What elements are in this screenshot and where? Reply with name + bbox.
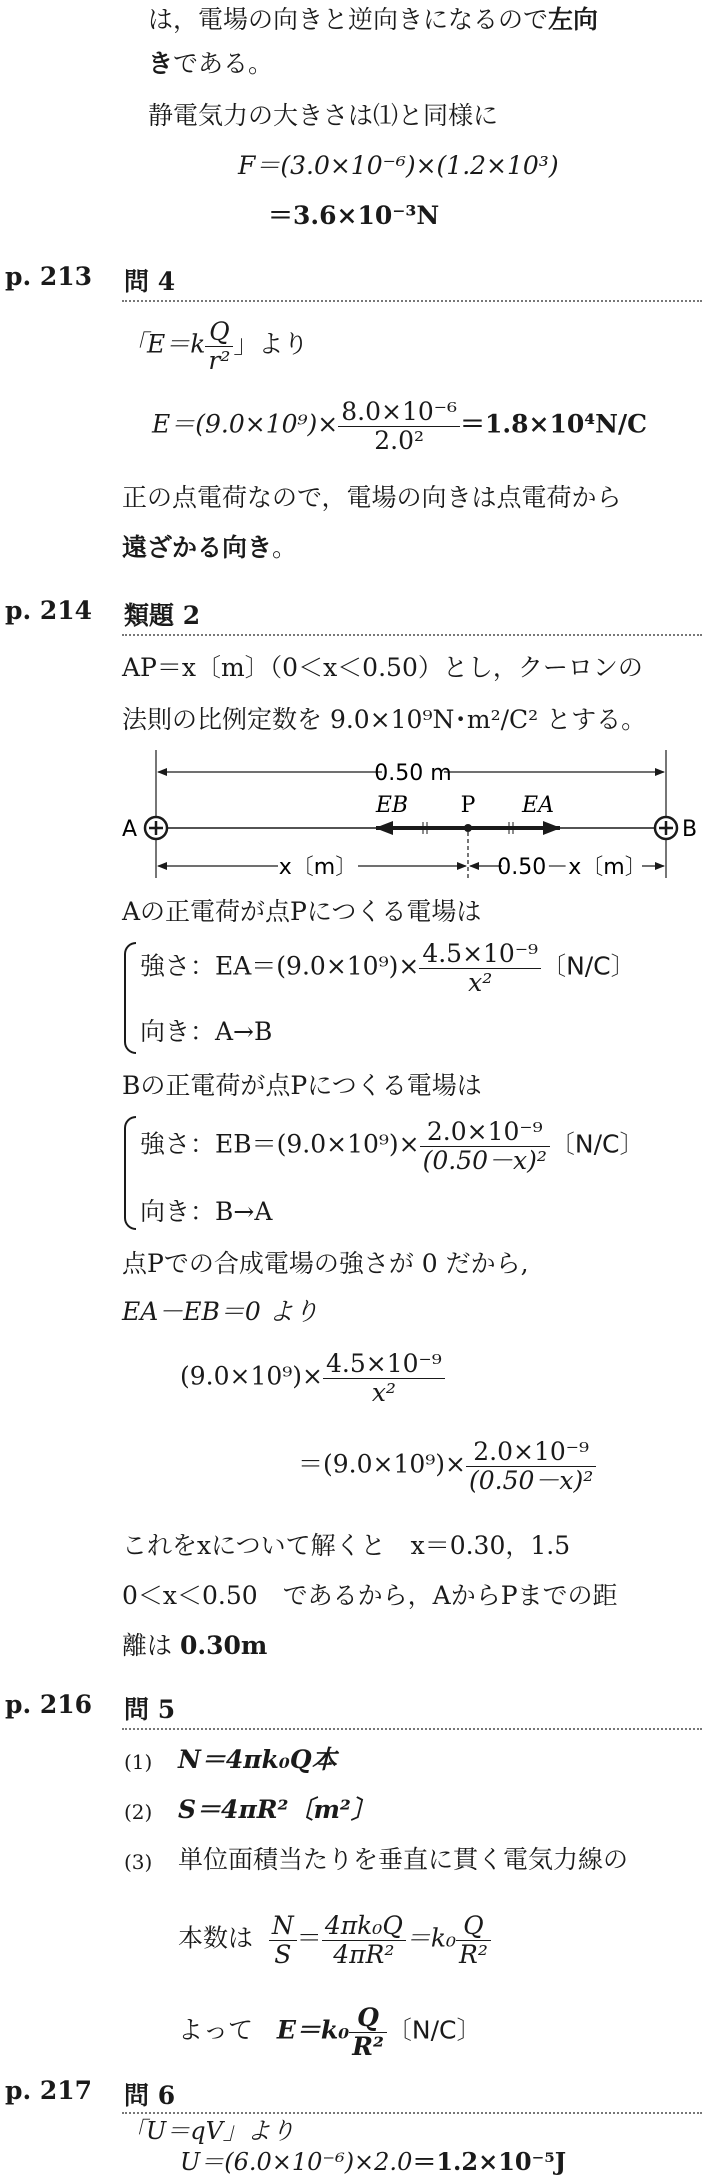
q6-formula: 「U＝qV」より (122, 2117, 295, 2145)
intro-equation-2: ＝3.6×10⁻³N (268, 201, 440, 230)
q5-item-3-line-1: 単位面積当たりを垂直に貫く電気力線の (178, 1845, 629, 1874)
q5-item-2: S＝4πR²〔m²〕 (178, 1795, 376, 1824)
q5-item-2-number: (2) (124, 1800, 153, 1824)
field-eb-label: EB (375, 793, 409, 818)
q5-item-1: N＝4πk₀Q本 (178, 1745, 337, 1774)
q4-text-line-1: 正の点電荷なので，電場の向きは点電荷から (122, 483, 622, 512)
section-rule-213 (122, 300, 702, 302)
intro-line-3: 静電気力の大きさは⑴と同様に (148, 101, 499, 130)
equation-left-fraction: $\frac{\text{4.5×10⁻⁹}}{\text{x²}}$ (323, 1350, 445, 1406)
charge-diagram (110, 748, 710, 888)
ea-fraction: $\frac{\text{4.5×10⁻⁹}}{\text{x²}}$ (419, 940, 541, 996)
q4-calculation: E＝(9.0×10⁹)× $\frac{\text{8.0×10⁻⁶}}{\text{2.0²}}$ ＝1.8×10⁴N/C (152, 397, 648, 455)
page-number-217: p. 217 (5, 2076, 93, 2105)
section-rule-214 (122, 634, 702, 636)
equation-left: (9.0×10⁹)× $\frac{\text{4.5×10⁻⁹}}{\text{x²}}$ (180, 1350, 445, 1406)
q6-calculation: U＝(6.0×10⁻⁶)×2.0＝1.2×10⁻⁵J (180, 2147, 567, 2176)
q5-final: よって E＝k₀ $\frac{Q}{\text{R²}}$ 〔N/C〕 (178, 2003, 482, 2061)
section-rule-217 (122, 2112, 702, 2114)
field-ea-label: EA (522, 793, 554, 818)
page-number-216: p. 216 (5, 1690, 93, 1719)
section-title-q5: 問 5 (124, 1695, 176, 1724)
section-title-ruidai2: 類題 2 (124, 601, 201, 630)
page-number-214: p. 214 (5, 596, 93, 625)
q5-item-3-number: (3) (124, 1850, 153, 1874)
eb-strength: 強さ：EB＝(9.0×10⁹)× $\frac{\text{2.0×10⁻⁹}}{\text{(0.50－x)²}}$ 〔N/C〕 (140, 1117, 645, 1175)
intro-equation-1: F＝(3.0×10⁻⁶)×(1.2×10³) (238, 151, 559, 180)
label-p: P (460, 793, 476, 818)
solution-line-1: これをxについて解くと x＝0.30，1.5 (122, 1531, 571, 1560)
page-number-213: p. 213 (5, 262, 93, 291)
equation-right: ＝(9.0×10⁹)× $\frac{\text{2.0×10⁻⁹}}{\text{(0.50－x)²}}$ (298, 1438, 596, 1494)
ea-intro: Aの正電荷が点Pにつくる電場は (122, 897, 482, 926)
q5-final-fraction: $\frac{Q}{\text{R²}}$ (349, 2004, 387, 2060)
q4-calc-fraction: $\frac{\text{8.0×10⁻⁶}}{\text{2.0²}}$ (338, 398, 460, 454)
q4-formula: 「E＝k $\frac{Q}{\text{r²}}$ 」より (122, 317, 309, 375)
ruidai2-line-1: AP＝x〔m〕（0＜x＜0.50）とし，クーロンの (122, 653, 643, 682)
ea-direction: 向き：A→B (140, 1017, 273, 1046)
eb-fraction: $\frac{\text{2.0×10⁻⁹}}{\text{(0.50－x)²}}$ (420, 1118, 550, 1174)
total-distance-label: 0.50 m (374, 761, 452, 786)
ea-strength: 強さ：EA＝(9.0×10⁹)× $\frac{\text{4.5×10⁻⁹}}{\text{x²}}$ 〔N/C〕 (140, 939, 636, 997)
solution-line-2: 0＜x＜0.50 であるから，AからPまでの距 (122, 1581, 618, 1610)
q5-item-3-line-2: 本数は $\frac{N}{S}$ ＝ $\frac{\text{4πk₀Q}}{\text{4πR²}}$ ＝k₀ $\frac{Q}{\text{R²}}$ (178, 1912, 491, 1968)
eb-brace (124, 1116, 136, 1230)
section-title-q6: 問 6 (124, 2081, 176, 2110)
solution-line-3: 離は 0.30m (122, 1631, 268, 1660)
q5-fraction-q-r2: $\frac{Q}{\text{R²}}$ (456, 1912, 491, 1968)
equation-right-fraction: $\frac{\text{2.0×10⁻⁹}}{\text{(0.50－x)²}}$ (466, 1438, 596, 1494)
eb-intro: Bの正電荷が点Pにつくる電場は (122, 1071, 482, 1100)
intro-line-2: きである。 (148, 49, 274, 78)
eb-direction: 向き：B→A (140, 1197, 273, 1226)
ea-brace (124, 942, 136, 1054)
intro-line-1: は，電場の向きと逆向きになるので左向 (148, 5, 599, 34)
section-rule-216 (122, 1728, 702, 1730)
condition-line-2: EA－EB＝0 より (122, 1297, 319, 1326)
condition-line-1: 点Pでの合成電場の強さが 0 だから, (122, 1249, 529, 1278)
q4-formula-fraction: $\frac{Q}{\text{r²}}$ (205, 318, 233, 374)
left-distance-label: x〔m〕 (278, 855, 358, 880)
label-b: B (682, 817, 698, 842)
q4-text-line-2: 遠ざかる向き。 (122, 533, 298, 562)
right-distance-label: 0.50－x〔m〕 (497, 855, 647, 880)
q5-fraction-4pi: $\frac{\text{4πk₀Q}}{\text{4πR²}}$ (322, 1912, 406, 1968)
q5-item-1-number: (1) (124, 1750, 153, 1774)
section-title-q4: 問 4 (124, 267, 176, 296)
q5-fraction-n-s: $\frac{N}{S}$ (269, 1912, 297, 1968)
label-a: A (122, 817, 138, 842)
ruidai2-line-2: 法則の比例定数を 9.0×10⁹N･m²/C² とする。 (122, 705, 647, 734)
